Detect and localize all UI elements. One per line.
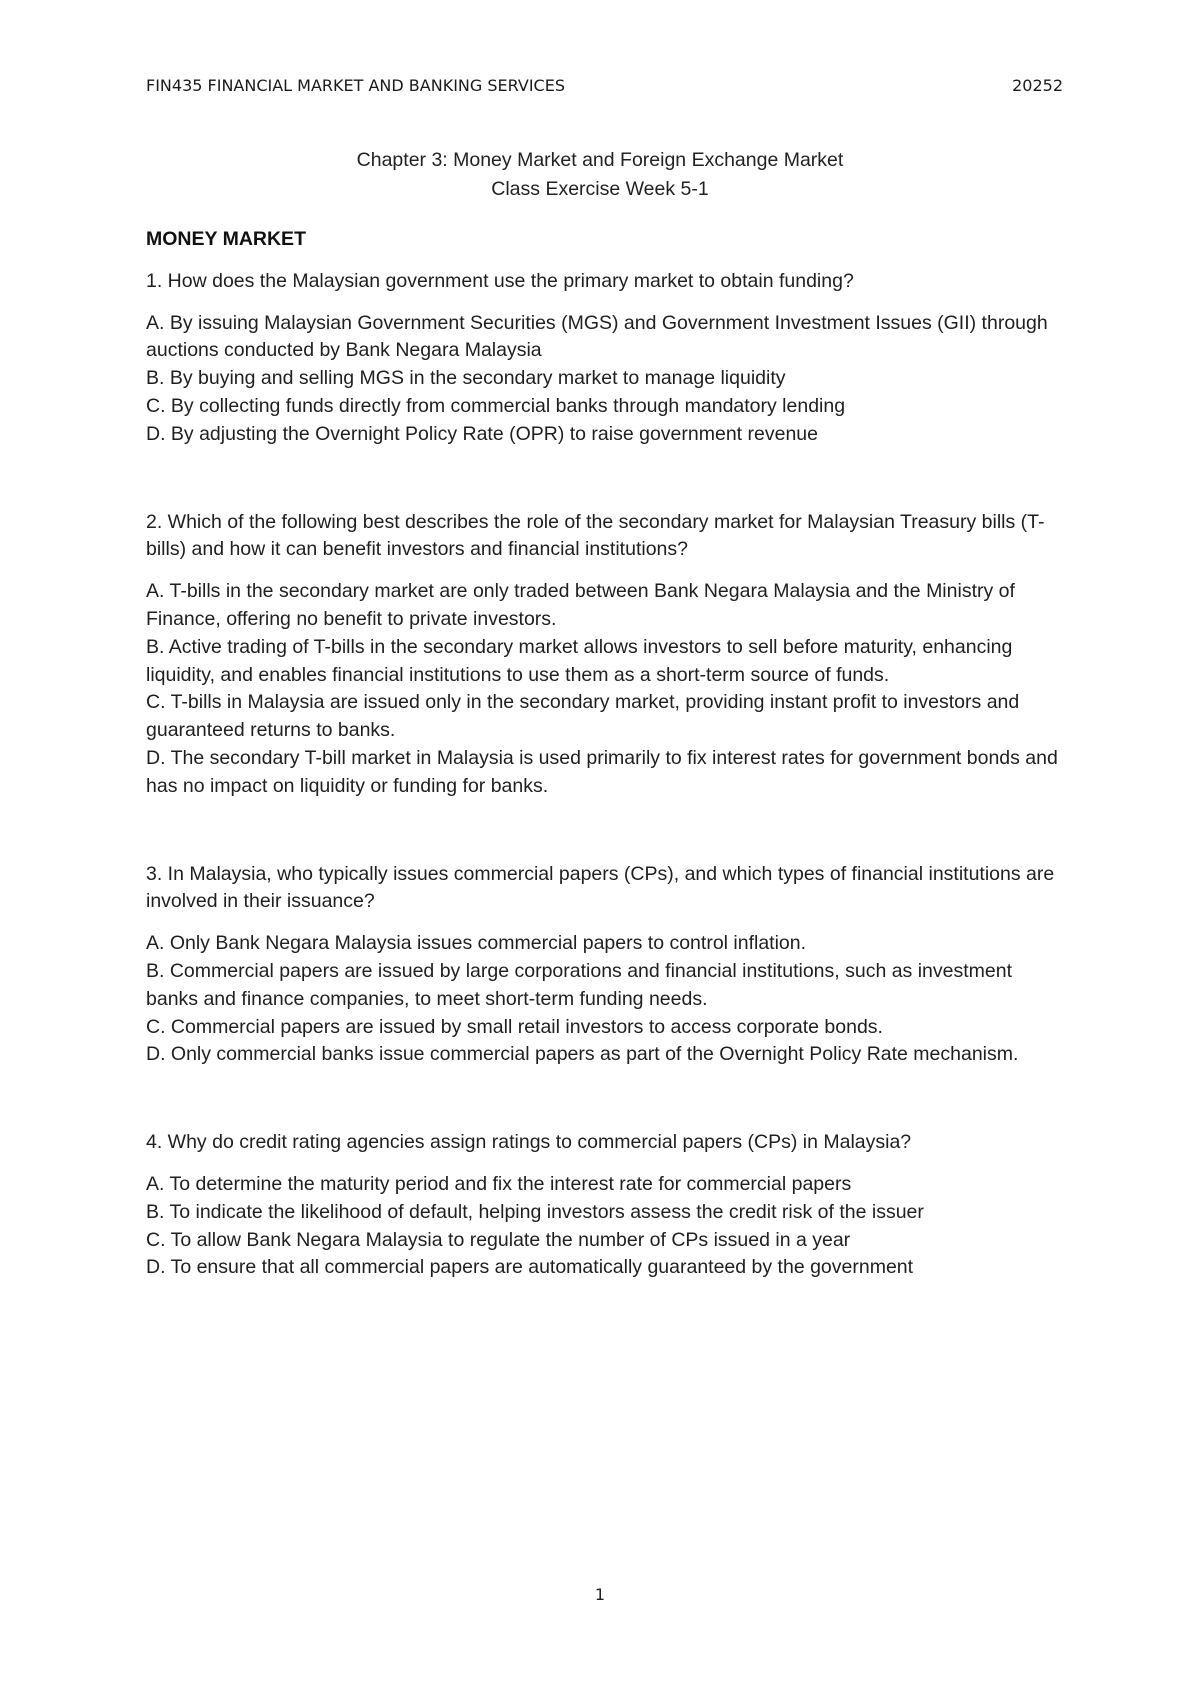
option-a: A. To determine the maturity period and fix the interest rate for commercial papers: [146, 1172, 852, 1195]
question-block-4: [146, 1129, 1066, 1282]
option-b: B. To indicate the likelihood of default, helping investors assess the credit risk of the issuer: [146, 1200, 924, 1223]
exercise-title: Class Exercise Week 5-1: [491, 178, 709, 200]
option-a: A. Only Bank Negara Malaysia issues commercial papers to control inflation.: [146, 932, 807, 955]
answer-options: [146, 1171, 1066, 1282]
document-title-block: [0, 146, 1200, 204]
option-b: B. By buying and selling MGS in the secondary market to manage liquidity: [146, 367, 786, 390]
option-c: C. Commercial papers are issued by small retail investors to access corporate bonds.: [146, 1015, 883, 1038]
course-code: 20252: [1012, 76, 1063, 95]
document-body: [146, 226, 1066, 1282]
question-text: 1. How does the Malaysian government use the primary market to obtain funding?: [146, 269, 854, 292]
answer-options: [146, 578, 1066, 800]
answer-options: [146, 310, 1066, 449]
section-heading: MONEY MARKET: [146, 228, 306, 250]
question-text: 4. Why do credit rating agencies assign ratings to commercial papers (CPs) in Malaysia?: [146, 1131, 912, 1154]
option-d: D. The secondary T-bill market in Malaysia is used primarily to fix interest rates for government bonds and has no impact on liquidity or funding for banks.: [146, 746, 1058, 797]
question-block-1: [146, 268, 1066, 449]
question-block-2: [146, 509, 1066, 801]
option-d: D. To ensure that all commercial papers are automatically guaranteed by the government: [146, 1256, 914, 1279]
page-header: [146, 76, 1063, 95]
option-c: C. To allow Bank Negara Malaysia to regulate the number of CPs issued in a year: [146, 1228, 851, 1251]
option-b: B. Commercial papers are issued by large corporations and financial institutions, such as investment banks and finance companies, to meet short-term funding needs.: [146, 959, 1013, 1010]
question-text: 3. In Malaysia, who typically issues commercial papers (CPs), and which types of financial institutions are involved in their issuance?: [146, 862, 1055, 913]
question-block-3: [146, 861, 1066, 1070]
option-b: B. Active trading of T-bills in the secondary market allows investors to sell before maturity, enhancing liquidity, and enables financial institutions to use them as a short-term source of funds.: [146, 635, 1013, 686]
page-number: 1: [594, 1585, 606, 1604]
option-c: C. By collecting funds directly from commercial banks through mandatory lending: [146, 394, 846, 417]
option-c: C. T-bills in Malaysia are issued only in the secondary market, providing instant profit to investors and guaranteed returns to banks.: [146, 691, 1020, 742]
question-text: 2. Which of the following best describes the role of the secondary market for Malaysian Treasury bills (T-bills) and how it can benefit investors and financial institutions?: [146, 510, 1045, 561]
option-a: A. T-bills in the secondary market are only traded between Bank Negara Malaysia and the Ministry of Finance, offering no benefit to private investors.: [146, 580, 1015, 630]
option-d: D. Only commercial banks issue commercial papers as part of the Overnight Policy Rate mechanism.: [146, 1043, 1019, 1066]
option-a: A. By issuing Malaysian Government Securities (MGS) and Government Investment Issues (GII) through auctions conducted by Bank Negara Malaysia: [146, 311, 1048, 362]
chapter-title: Chapter 3: Money Market and Foreign Exchange Market: [356, 149, 844, 171]
option-d: D. By adjusting the Overnight Policy Rate (OPR) to raise government revenue: [146, 422, 818, 445]
course-title: FIN435 FINANCIAL MARKET AND BANKING SERVICES: [146, 76, 565, 95]
answer-options: [146, 930, 1066, 1069]
